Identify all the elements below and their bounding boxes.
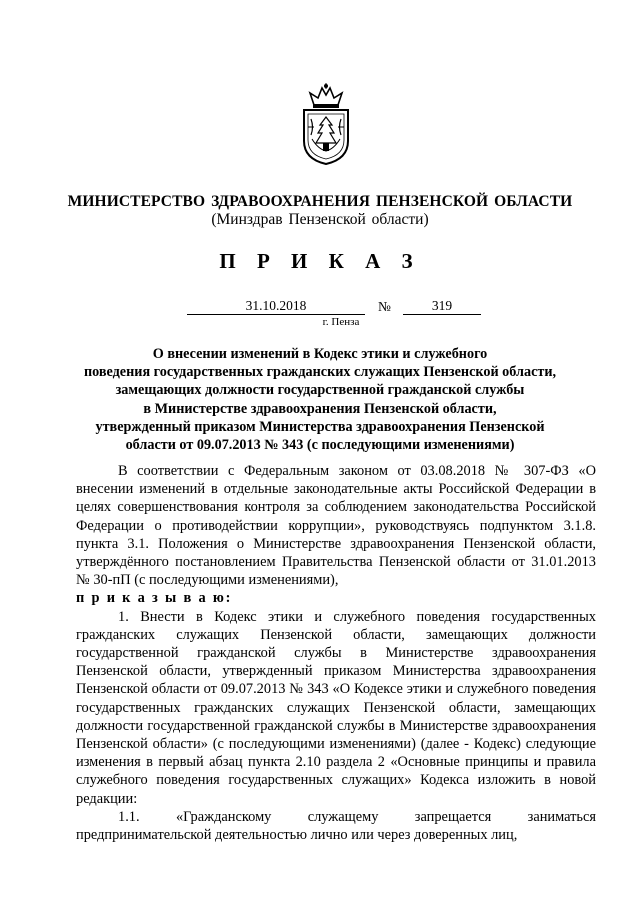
coat-of-arms-emblem: [296, 83, 356, 165]
title-line: О внесении изменений в Кодекс этики и служебного: [152, 346, 488, 362]
title-line: области от 09.07.2013 № 343 (с последующими изменениями): [125, 437, 515, 454]
title-line: поведения государственных гражданских служащих Пензенской области,: [83, 364, 557, 381]
order-date: 31.10.2018: [187, 299, 365, 315]
preamble-paragraph: [76, 462, 596, 589]
ministry-name: МИНИСТЕРСТВО ЗДРАВООХРАНЕНИЯ ПЕНЗЕНСКОЙ ОБЛАСТИ: [67, 193, 573, 210]
title-line: утвержденный приказом Министерства здравоохранения Пензенской: [95, 418, 545, 435]
order-body: [76, 462, 596, 844]
clause-1-paragraph: [76, 608, 596, 808]
clause-1-text: 1. Внести в Кодекс этики и служебного поведения государственных гражданских служащих Пензенской области, замещающих должности государственной гражданской службы в Министерстве здравоохранения Пензенской области, утвержденный приказом Министерства здравоохранения Пензенской области от 09.07.2013 № 343 «О Кодексе этики и служебного поведения государственных гражданских служащих Пензенской области, замещающих должности государственной гражданской службы в Министерстве здравоохранения Пензенской области» (с последующими изменениями) (далее - Кодекс) следующие изменения в первый абзац пункта 2.10 раздела 2 «Основные принципы и правила служебного поведения государственных служащих» Кодекса изложить в новой редакции:: [76, 608, 596, 807]
order-directive: [76, 589, 596, 607]
order-heading: П Р И К А З: [219, 249, 421, 273]
ministry-short-name: (Минздрав Пензенской области): [211, 211, 429, 228]
order-number-sign: №: [378, 299, 391, 314]
order-city: г. Пенза: [322, 316, 360, 328]
clause-1-1-text: 1.1. «Гражданскому служащему запрещается заниматься предпринимательской деятельностью лично или через доверенных лиц,: [76, 808, 596, 844]
title-line: в Министерстве здравоохранения Пензенской области,: [143, 400, 497, 417]
order-number: 319: [403, 299, 481, 315]
order-subject-title: [76, 345, 564, 454]
clause-1-1-paragraph: [76, 808, 596, 844]
preamble-text: В соответствии с Федеральным законом от 03.08.2018 № 307-ФЗ «О внесении изменений в отдельные законодательные акты Российской Федерации в целях совершенствования контроля за соблюдением законодательства Российской Федерации о противодействии коррупции», руководствуясь подпунктом 3.1.8. пункта 3.1. Положения о Министерстве здравоохранения Пензенской области, утверждённого постановлением Правительства Пензенской области от 31.01.2013 № 30-пП (с последующими изменениями),: [76, 463, 596, 589]
title-line: замещающих должности государственной гражданской службы: [115, 382, 525, 399]
order-word: п р и к а з ы в а ю:: [76, 590, 233, 607]
